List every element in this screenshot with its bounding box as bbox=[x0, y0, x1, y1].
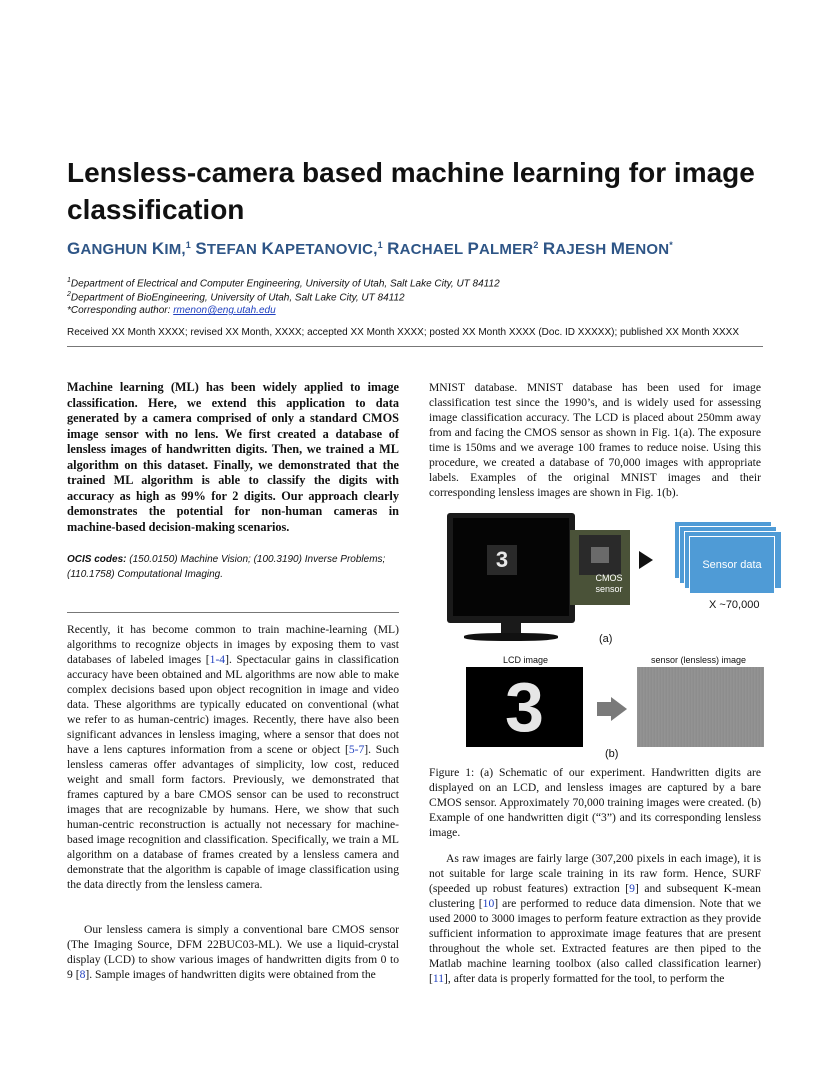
citation-link[interactable]: 10 bbox=[482, 897, 495, 910]
header-divider bbox=[67, 346, 763, 347]
lcd-image-label: LCD image bbox=[503, 655, 549, 665]
citation-link[interactable]: 9 bbox=[629, 882, 635, 895]
received-dates: Received XX Month XXXX; revised XX Month, XXXX; accepted XX Month XXXX; posted XX Month XXXX (Doc. ID XXXXX); published XX Month XXXX bbox=[67, 327, 739, 338]
citation-link[interactable]: 1-4 bbox=[209, 653, 226, 666]
citation-link[interactable]: 5-7 bbox=[348, 743, 365, 756]
figure-1 bbox=[429, 505, 774, 760]
lensless-sensor-image bbox=[637, 667, 764, 747]
monitor-digit: 3 bbox=[487, 545, 517, 575]
author-3: RACHAEL PALMER$^2$ bbox=[387, 239, 539, 258]
count-label: X ~70,000 bbox=[709, 599, 760, 611]
paper-title: Lensless-camera based machine learning for image classification bbox=[67, 157, 755, 225]
cmos-label: CMOS sensor bbox=[595, 573, 623, 594]
sensor-image-label: sensor (lensless) image bbox=[651, 655, 747, 665]
corresponding-author: *Corresponding author: rmenon@eng.utah.edu bbox=[67, 305, 276, 316]
sensor-data-box: Sensor data bbox=[689, 536, 775, 594]
arrow-shaft bbox=[597, 702, 611, 716]
panel-a-label: (a) bbox=[599, 633, 613, 645]
figure-caption: Figure 1: (a) Schematic of our experiment. Handwritten digits are displayed on an LCD, and lensless images are captured by a bare CMOS sensor. Approximately 70,000 training images were created. (b) Example of one handwritten digit (“3”) and its corresponding lensless image. bbox=[429, 766, 761, 839]
monitor-stand bbox=[464, 633, 558, 641]
cmos-chip bbox=[591, 547, 609, 563]
citation-link[interactable]: 8 bbox=[79, 968, 86, 981]
arrow-right-icon bbox=[639, 551, 653, 569]
affiliation-1: $^1$Department of Electrical and Computer Engineering, University of Utah, Salt Lake City, UT 84112 bbox=[67, 277, 500, 290]
author-4: RAJESH MENON* bbox=[542, 239, 673, 258]
abstract-divider bbox=[67, 612, 399, 613]
abstract: Machine learning (ML) has been widely applied to image classification. Here, we extend this application to data generated by a camera comprised of only a standard CMOS image sensor with no lens. We first created a database of lensless images of handwritten digits. Then, we trained a ML algorithm on this dataset. Finally, we demonstrated that the trained ML algorithm is able to classify the digits with accuracy as high as 99% for 2 digits. Our approach clearly demonstrates the potential for non-human cameras in machine-based decision-making scenarios. bbox=[67, 380, 399, 534]
citation-link[interactable]: 11 bbox=[432, 972, 445, 985]
setup-paragraph: Our lensless camera is simply a conventional bare CMOS sensor (The Imaging Source, DFM 22BUC03-ML). We use a liquid-crystal display (LCD) to show various images of handwritten digits from 0 to 9 [8]. Sample images of handwritten digits were obtained from the bbox=[67, 923, 399, 981]
panel-b-label: (b) bbox=[605, 748, 619, 760]
affiliation-2: $^2$Department of BioEngineering, University of Utah, Salt Lake City, UT 84112 bbox=[67, 291, 405, 304]
author-1: GANGHUN KIM,$^1$ bbox=[67, 239, 191, 258]
corresponding-email-link[interactable]: rmenon@eng.utah.edu bbox=[173, 305, 276, 316]
author-list bbox=[67, 239, 673, 259]
mnist-paragraph: MNIST database. MNIST database has been used for image classification test since the 1990’s, and is widely used for assessing image classification accuracy. The LCD is placed about 250mm away from and facing the CMOS sensor as shown in Fig. 1(a). The exposure time is 150ms and we average 100 frames to reduce noise. Using this procedure, we created a database of 70,000 images with appropriate labels. Examples of the original MNIST images and their corresponding lensless images are shown in Fig. 1(b). bbox=[429, 381, 761, 499]
ocis-codes: OCIS codes: (150.0150) Machine Vision; (100.3190) Inverse Problems; (110.1758) Computational Imaging. bbox=[67, 554, 386, 580]
lcd-digit-image: 3 bbox=[466, 667, 583, 747]
features-paragraph: As raw images are fairly large (307,200 pixels in each image), it is not suitable for large scale training in its raw form. Hence, SURF (speeded up robust features) extraction [9] and subsequent K-mean clustering [10] are performed to reduce data dimension. Note that we used 2000 to 3000 images to perform feature extraction as they provide sufficient information to approximate image features that are present throughout the whole set. Extracted features are then piped to the Matlab machine learning toolbox (also called classification learner) [11], after data is properly formatted for the tool, to perform the bbox=[429, 852, 762, 985]
author-2: STEFAN KAPETANOVIC,$^1$ bbox=[195, 239, 383, 258]
arrow-right-icon bbox=[611, 697, 627, 721]
intro-paragraph: Recently, it has become common to train machine-learning (ML) algorithms to recognize objects in images by exposing them to vast databases of labeled images [1-4]. Spectacular gains in classification accuracy have been obtained and ML algorithms are now able to make complex decisions based upon object recognition in image and video data. These algorithms are typically educated on conventional (what we refer to as human-centric) images. Recently, there have also been significant advances in lensless imaging, where a sensor that does not have a lens captures information from a scene or object [5-7]. Such lensless cameras offer advantages of simplicity, low cost, reduced weight and small form factors. Previously, we demonstrated that frames captured by a bare CMOS sensor can be used to reconstruct images that are recognizable by humans. Here, we show that such human-centric reconstruction is actually not necessary for machine-based image recognition and classification. Specifically, we train a ML algorithm on a database of frames created by a lensless camera and demonstrate that the algorithm is capable of image classification using the data directly from the lensless camera. bbox=[67, 623, 399, 891]
